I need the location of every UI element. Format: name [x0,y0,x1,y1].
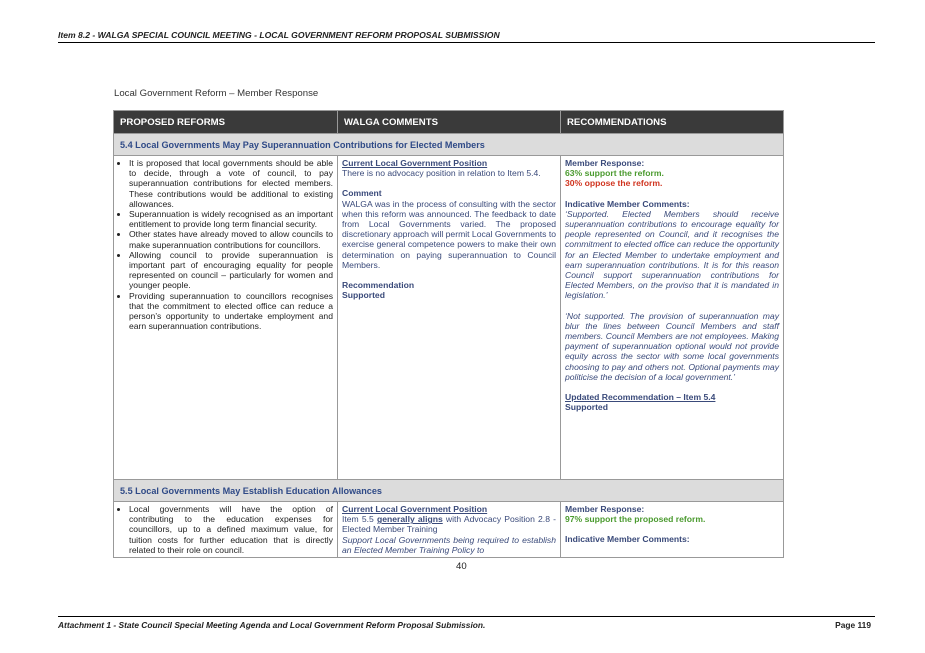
advocacy-text: Support Local Governments being required to establish an Elected Member Training Policy to [342,534,556,555]
section-row [114,134,784,156]
support-percentage: 63% support the reform. [565,168,664,179]
comment-text: WALGA was in the process of consulting with the sector when this reform was announced. The feedback to date from Local Governments varied. The proposed discretionary approach will permit Local Governments to exercise general competence powers to make their own determination on paying superannuation to Council Members. [342,198,556,270]
member-response-heading: Member Response: [565,158,645,168]
list-item: • Superannuation is widely recognised as an important entitlement to provide long term financial security. [129,209,333,229]
table-row [114,156,784,480]
column-header-proposed-reforms: PROPOSED REFORMS [114,111,338,134]
page-subtitle: Local Government Reform – Member Response [114,88,319,99]
recommendations-cell [561,502,784,558]
reform-table [113,110,784,558]
member-quote: ‘Not supported. The provision of superannuation may blur the lines between Council Members and staff members. Council Members are not employees. Making payment of superannuation optional would not provide equity across the sector with some local governments choosing to pay and others not. Optional payments may politicise the decision of a local government.’ [565,310,779,382]
section-title-5-4: 5.4 Local Governments May Pay Superannuation Contributions for Elected Members [114,134,784,156]
column-header-recommendations: RECOMMENDATIONS [561,111,784,134]
member-response-heading: Member Response: [565,504,645,514]
reforms-list [116,504,333,555]
list-item: • It is proposed that local governments should be able to decide, through a vote of council, to pay superannuation contributions for elected members. These contributions would be additional to existing allowances. [129,158,333,209]
position-heading: Current Local Government Position [342,158,488,168]
reforms-list [116,158,333,331]
list-item: • Providing superannuation to councillors recognises that the commitment to elected office can reduce a person’s opportunity to undertake employment and earn superannuation contributions. [129,291,333,332]
table-row [114,502,784,558]
recommendation-text: Supported [342,290,385,301]
member-quote: ‘Supported. Elected Members should receive superannuation contributions to encourage equality for people represented on Council, and it recognises the commitment to elected office can reduce the opportunity for an Elected Member to undertake employment and earn superannuation contributions. It is for this reason Council support superannuation contributions for Elected Members, on the proviso that it is mandated in legislation.’ [565,208,779,301]
comments-cell [338,156,561,480]
position-text-start: Item 5.5 [342,514,377,525]
document-footer [58,616,875,630]
recommendation-heading: Recommendation [342,280,415,291]
generally-aligns-link: generally aligns [377,514,443,525]
section-title-5-5: 5.5 Local Governments May Establish Education Allowances [114,480,784,502]
indicative-comments-heading: Indicative Member Comments: [565,198,690,209]
indicative-comments-heading: Indicative Member Comments: [565,534,690,545]
comment-heading: Comment [342,188,382,199]
table-header-row [114,111,784,134]
oppose-percentage: 30% oppose the reform. [565,178,663,189]
reforms-cell [114,502,338,558]
position-text-end: with Advocacy Position 2.8 - Elected Member Training [342,514,556,535]
section-row [114,480,784,502]
list-item: • Allowing council to provide superannuation is important part of encouraging equality for people represented on council – particularly for women and younger people. [129,250,333,291]
recommendations-cell [561,156,784,480]
list-item: • Other states have already moved to allow councils to make superannuation contributions for councillors. [129,229,333,249]
footer-page-number: Page 119 [835,620,871,630]
position-text: There is no advocacy position in relation to Item 5.4. [342,168,541,179]
document-header: Item 8.2 - WALGA SPECIAL COUNCIL MEETING - LOCAL GOVERNMENT REFORM PROPOSAL SUBMISSION [58,30,875,43]
updated-recommendation-heading: Updated Recommendation – Item 5.4 [565,392,716,403]
page-number: 40 [456,561,467,572]
position-heading: Current Local Government Position [342,504,488,514]
comments-cell [338,502,561,558]
column-header-walga-comments: WALGA COMMENTS [338,111,561,134]
updated-recommendation-text: Supported [565,402,608,413]
support-percentage: 97% support the proposed reform. [565,514,706,525]
reforms-cell [114,156,338,480]
footer-text: Attachment 1 - State Council Special Meeting Agenda and Local Government Reform Proposal Submission. [58,620,486,630]
list-item: • Local governments will have the option of contributing to the education expenses for councillors, up to a defined maximum value, for tuition costs for further education that is directly related to their role on council. [129,504,333,555]
position-text [342,514,556,534]
